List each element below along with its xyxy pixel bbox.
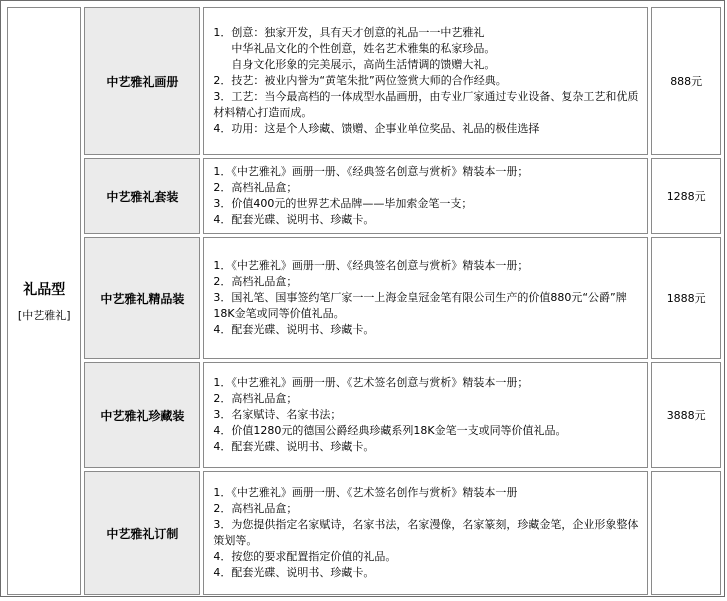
product-description [203,7,648,155]
product-description [203,471,648,595]
line-text: 《中艺雅礼》画册一册、《艺术签名创作与赏析》精装本一册 [231,486,518,499]
line-number: 4． [213,440,232,453]
description-line [213,501,639,517]
line-number: 4． [213,566,232,579]
product-name: 中艺雅礼订制 [84,471,200,595]
line-number: 4． [213,122,232,135]
product-table [4,4,724,598]
description-line [213,549,639,565]
product-name: 中艺雅礼珍藏装 [84,362,200,468]
description-line [213,485,639,501]
description-lines [204,160,647,232]
line-number: 1． [213,376,232,389]
line-text: 国礼笔、国事签约笔厂家一一上海金皇冠金笔有限公司生产的价值880元“公爵”牌18K金笔或同等价值礼品。 [213,291,627,320]
category-subtitle: [中艺雅礼] [17,309,71,322]
description-line [213,290,639,322]
description-lines [204,254,647,342]
line-text: 自身文化形象的完美展示，高尚生活情调的馈赠大礼。 [231,58,496,71]
line-text: 创意：独家开发，具有天才创意的礼品一一中艺雅礼 [231,26,485,39]
description-line [213,41,639,57]
product-description [203,362,648,468]
line-text: 《中艺雅礼》画册一册、《艺术签名创意与赏析》精装本一册； [231,376,529,389]
line-text: 配套光碟、说明书、珍藏卡。 [231,323,375,336]
description-line [213,73,639,89]
product-name: 中艺雅礼套装 [84,158,200,234]
product-name: 中艺雅礼精品装 [84,237,200,359]
description-line [213,164,639,180]
category-cell [7,7,81,595]
description-line [213,565,639,581]
description-line [213,89,639,121]
description-lines [204,21,647,141]
line-text: 按您的要求配置指定价值的礼品。 [231,550,397,563]
product-description [203,237,648,359]
line-number: 2． [213,502,232,515]
table-row [7,237,721,359]
line-text: 技艺：被业内誉为“黄笔朱批”两位签赏大师的合作经典。 [231,74,507,87]
description-line [213,391,639,407]
product-price: 1288元 [651,158,721,234]
line-number: 2． [213,392,232,405]
product-price: 3888元 [651,362,721,468]
line-number: 2． [213,181,232,194]
table-row [7,471,721,595]
description-line [213,274,639,290]
description-line [213,423,639,439]
line-number: 3． [213,90,232,103]
line-number: 3． [213,291,232,304]
line-text: 为您提供指定名家赋诗，名家书法，名家漫像，名家篆刻，珍藏金笔，企业形象整体策划等。 [213,518,639,547]
line-text: 高档礼品盒； [231,502,298,515]
line-text: 高档礼品盒； [231,275,298,288]
line-text: 中华礼品文化的个性创意，姓名艺术雅集的私家珍品。 [231,42,496,55]
line-number: 2． [213,74,232,87]
product-description [203,158,648,234]
product-price: 888元 [651,7,721,155]
line-number: 3． [213,408,232,421]
table-row [7,158,721,234]
line-number: 3． [213,518,232,531]
description-line [213,407,639,423]
description-line [213,258,639,274]
description-line [213,439,639,455]
description-line [213,196,639,212]
line-number: 4． [213,213,232,226]
line-number: 4． [213,424,232,437]
table-row [7,362,721,468]
description-lines [204,481,647,585]
line-text: 配套光碟、说明书、珍藏卡。 [231,440,375,453]
line-text: 价值400元的世界艺术品牌——毕加索金笔一支； [231,197,473,210]
line-number: 3． [213,197,232,210]
line-text: 功用：这是个人珍藏、馈赠、企事业单位奖品、礼品的极佳选择 [231,122,540,135]
line-text: 名家赋诗、名家书法； [231,408,342,421]
line-number: 4． [213,323,232,336]
line-number: 1． [213,259,232,272]
line-number: 2． [213,275,232,288]
description-line [213,212,639,228]
line-text: 《中艺雅礼》画册一册、《经典签名创意与赏析》精装本一册； [231,165,529,178]
product-price [651,471,721,595]
description-line [213,57,639,73]
product-name: 中艺雅礼画册 [84,7,200,155]
description-lines [204,371,647,459]
line-text: 工艺：当今最高档的一体成型水晶画册，由专业厂家通过专业设备、复杂工艺和优质材料精心打造而成。 [213,90,639,119]
line-number: 1． [213,26,232,39]
description-line [213,517,639,549]
line-text: 配套光碟、说明书、珍藏卡。 [231,566,375,579]
category-title: 礼品型 [23,282,66,298]
description-line [213,121,639,137]
line-number: 1． [213,165,232,178]
line-number: 4． [213,550,232,563]
product-price: 1888元 [651,237,721,359]
description-line [213,25,639,41]
description-line [213,180,639,196]
description-line [213,322,639,338]
line-text: 高档礼品盒； [231,181,298,194]
line-text: 高档礼品盒； [231,392,298,405]
line-text: 价值1280元的德国公爵经典珍藏系列18K金笔一支或同等价值礼品。 [231,424,567,437]
line-number: 1． [213,486,232,499]
line-text: 配套光碟、说明书、珍藏卡。 [231,213,375,226]
table-row [7,7,721,155]
line-text: 《中艺雅礼》画册一册、《经典签名创意与赏析》精装本一册； [231,259,529,272]
description-line [213,375,639,391]
